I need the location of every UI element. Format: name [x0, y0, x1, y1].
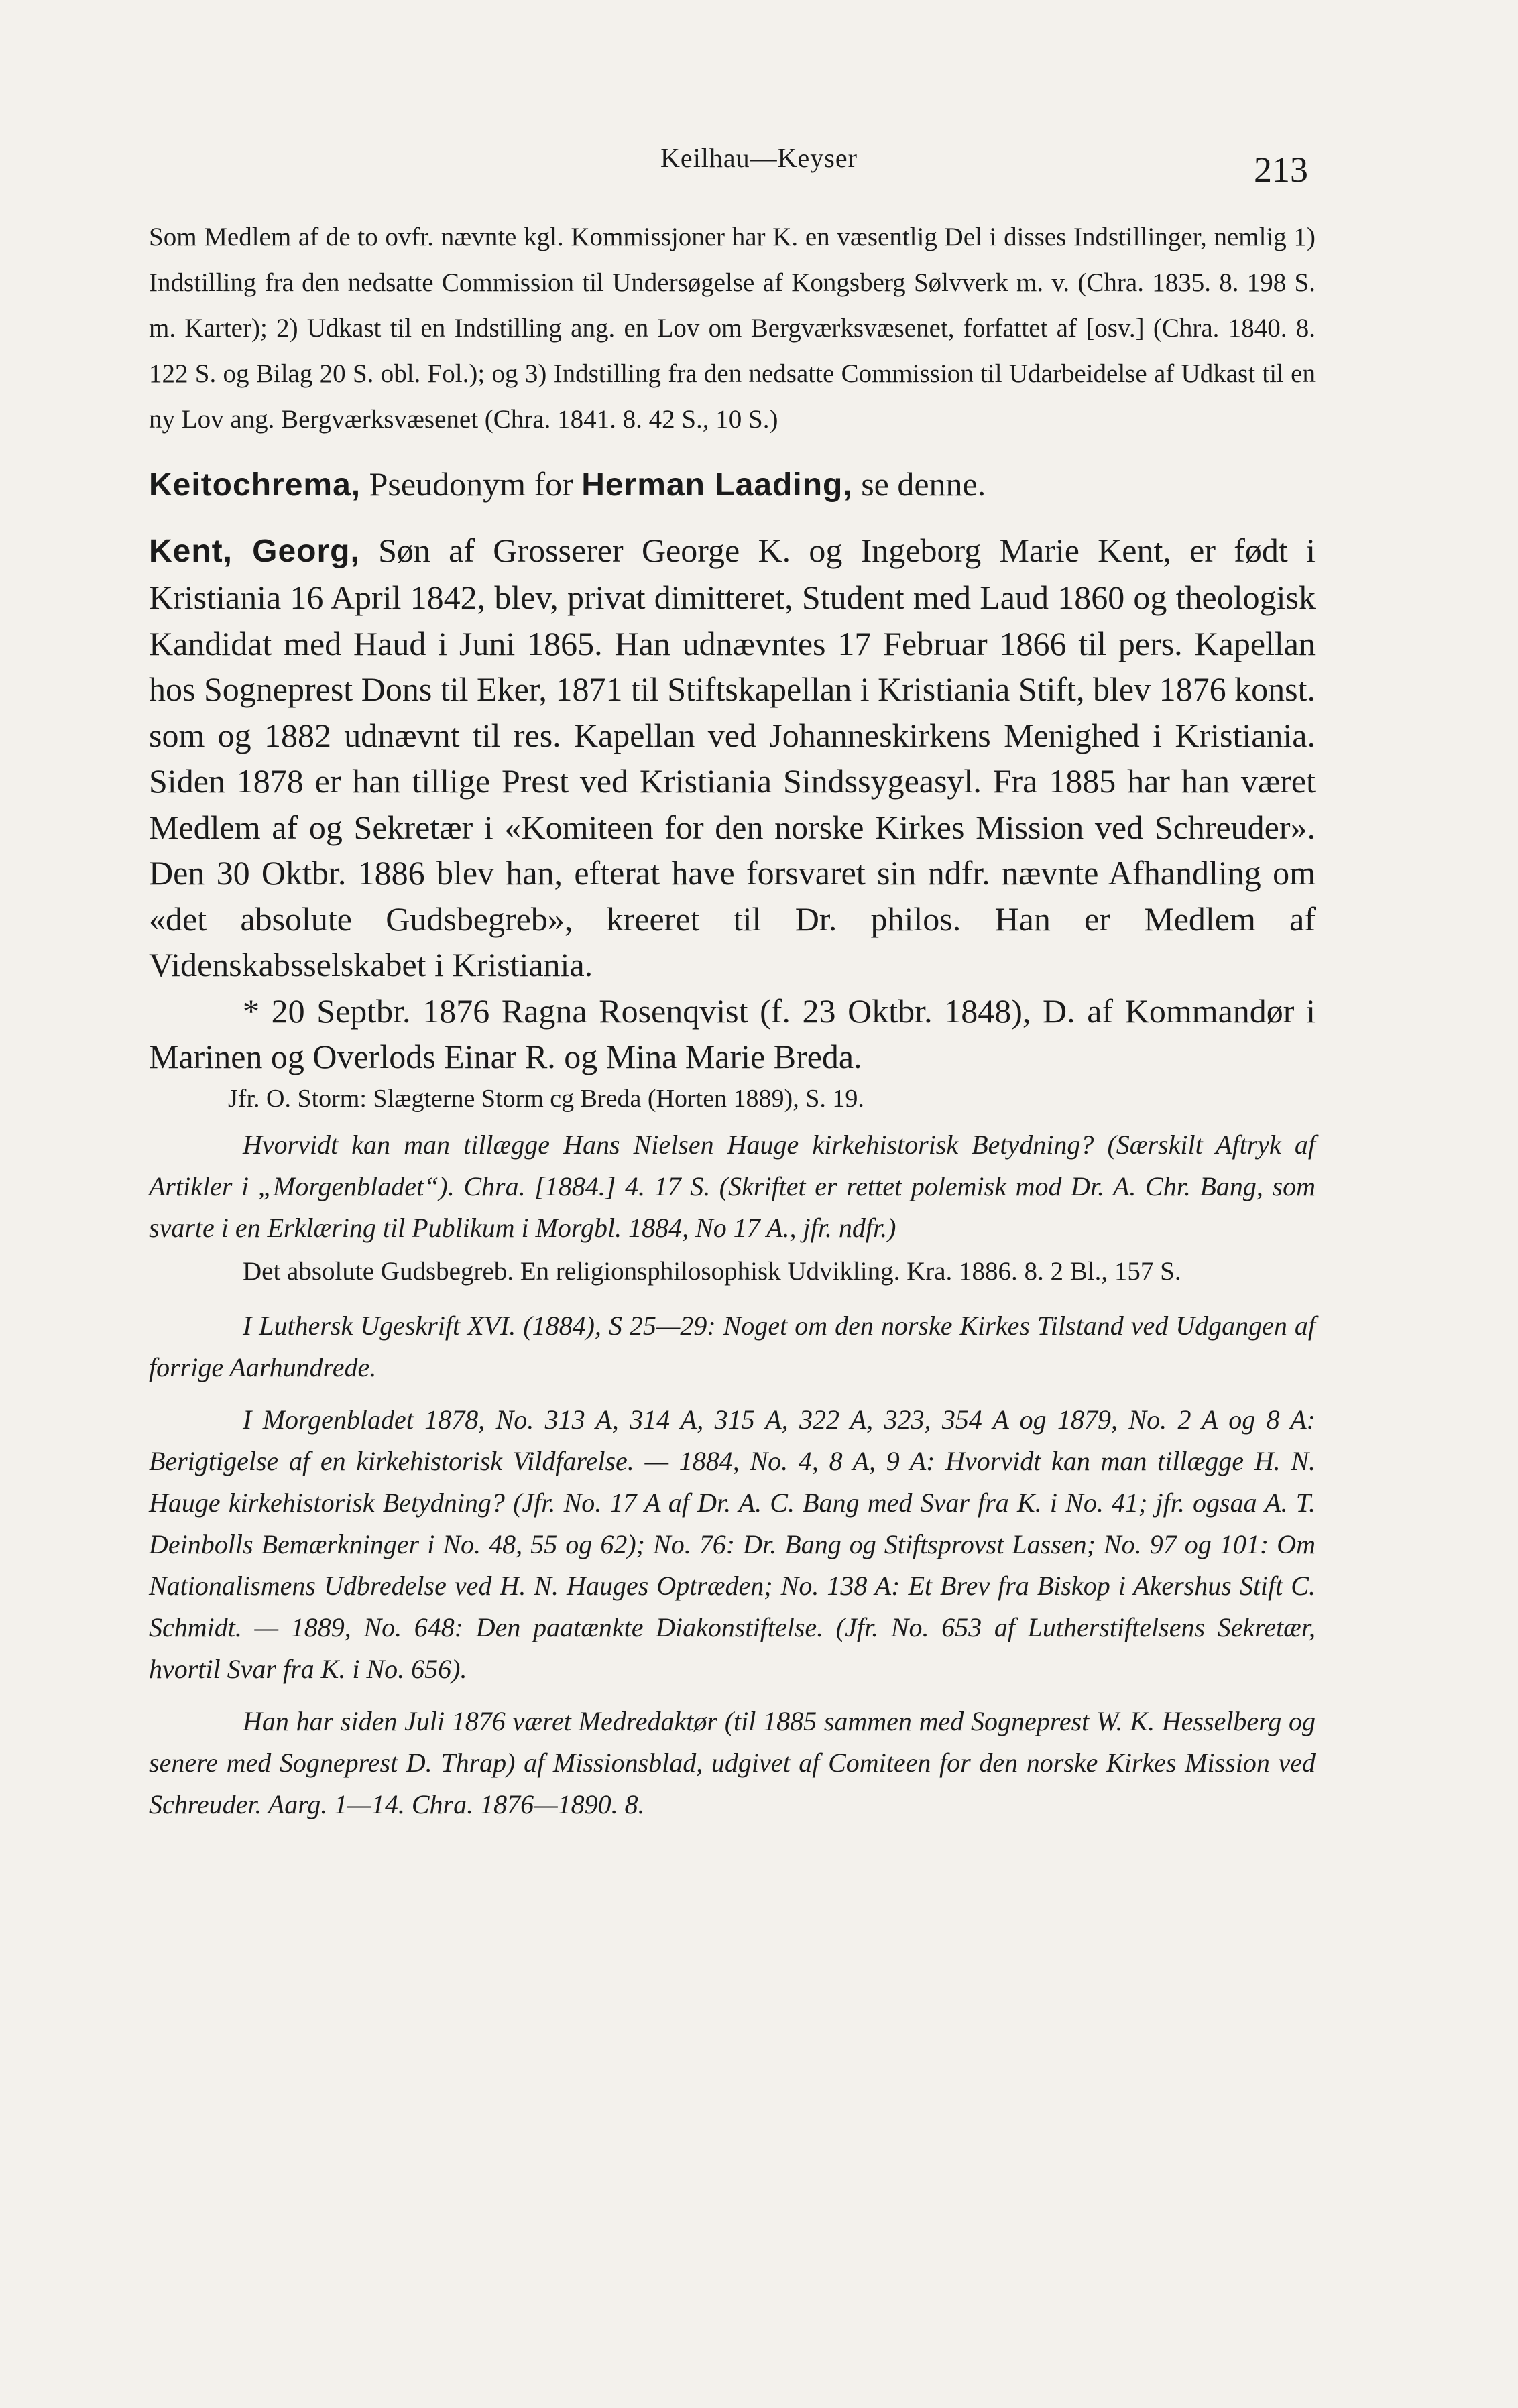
page-body — [149, 215, 1316, 1825]
keitochrema-ref: Herman Laading, — [581, 467, 853, 503]
work-luthersk-ugeskrift: I Luthersk Ugeskrift XVI. (1884), S 25—29: Noget om den norske Kirkes Tilstand ved Udgangen af forrige Aarhundrede. — [149, 1310, 1316, 1382]
kent-marriage: * 20 Septbr. 1876 Ragna Rosenqvist (f. 23 Oktbr. 1848), D. af Kommandør i Marinen og Overlods Einar R. og Mina Marie Breda. — [149, 991, 1316, 1075]
kent-source-note: Jfr. O. Storm: Slægterne Storm cg Breda (Horten 1889), S. 19. — [228, 1084, 864, 1113]
work-hauge: Hvorvidt kan man tillægge Hans Nielsen Hauge kirkehistorisk Betydning? (Særskilt Aftryk af Artikler i „Morgenbladet“). Chra. [1884.] 4. 17 S. (Skriftet er rettet polemisk mod Dr. A. Chr. Bang, som svarte i en Erklæring til Publikum i Morgbl. 1884, No 17 A., jfr. ndfr.) — [149, 1129, 1316, 1243]
page-number: 213 — [1254, 149, 1308, 190]
work-morgenbladet: I Morgenbladet 1878, No. 313 A, 314 A, 315 A, 322 A, 323, 354 A og 1879, No. 2 A og 8 A: Berigtigelse af en kirkehistorisk Vildfarelse. — 1884, No. 4, 8 A, 9 A: Hvorvidt kan man tillægge H. N. Hauge kirkehistorisk Betydning? (Jfr. No. 17 A af Dr. A. C. Bang med Svar fra K. i No. 41; jfr. ogsaa A. T. Deinbolls Bemærkninger i No. 48, 55 og 62); No. 76: Dr. Bang og Stiftsprovst Lassen; No. 97 og 101: Om Nationalismens Udbredelse ved H. N. Hauges Optræden; No. 138 A: Et Brev fra Biskop i Akershus Stift C. Schmidt. — 1889, No. 648: Den paatænkte Diakonstiftelse. (Jfr. No. 653 af Lutherstiftelsens Sekretær, hvortil Svar fra K. i No. 656). — [149, 1404, 1316, 1684]
entry-keitochrema — [149, 461, 1316, 509]
keitochrema-tail: se denne. — [852, 465, 986, 503]
work-gudsbegreb: Det absolute Gudsbegreb. En religionsphilosophisk Udvikling. Kra. 1886. 8. 2 Bl., 157 S. — [243, 1256, 1181, 1286]
work-missionsblad: Han har siden Juli 1876 været Medredaktør (til 1885 sammen med Sogneprest W. K. Hesselberg og senere med Sogneprest D. Thrap) af Missionsblad, udgivet af Comiteen for den norske Kirkes Mission ved Schreuder. Aarg. 1—14. Chra. 1876—1890. 8. — [149, 1705, 1316, 1819]
kent-biography: Søn af Grosserer George K. og Ingeborg Marie Kent, er født i Kristiania 16 April 1842, blev, privat dimitteret, Student med Laud 1860 og theologisk Kandidat med Haud i Juni 1865. Han udnævntes 17 Februar 1866 til pers. Kapellan hos Sogneprest Dons til Eker, 1871 til Stiftskapellan i Kristiania Stift, blev 1876 konst. som og 1882 udnævnt til res. Kapellan ved Johanneskirkens Menighed i Kristiania. Siden 1878 er han tillige Prest ved Kristiania Sindssygeasyl. Fra 1885 har han været Medlem af og Sekretær i «Komiteen for den norske Kirkes Mission ved Schreuder». Den 30 Oktbr. 1886 blev han, efterat have forsvaret sin ndfr. nævnte Afhandling om «det absolute Gudsbegreb», kreeret til Dr. philos. Han er Medlem af Videnskabsselskabet i Kristiania. — [149, 531, 1316, 983]
entry-kent — [149, 528, 1316, 988]
keitochrema-mid: Pseudonym for — [361, 465, 582, 503]
running-head: Keilhau—Keyser — [660, 143, 858, 173]
entry-name-keitochrema: Keitochrema, — [149, 467, 361, 503]
keilhau-commissions-paragraph: Som Medlem af de to ovfr. nævnte kgl. Kommissjoner har K. en væsentlig Del i disses Indstillinger, nemlig 1) Indstilling fra den nedsatte Commission til Undersøgelse af Kongsberg Sølvverk m. v. (Chra. 1835. 8. 198 S. m. Karter); 2) Udkast til en Indstilling ang. en Lov om Bergværksvæsenet, forfattet af [osv.] (Chra. 1840. 8. 122 S. og Bilag 20 S. obl. Fol.); og 3) Indstilling fra den nedsatte Commission til Udarbeidelse af Udkast til en ny Lov ang. Bergværksvæsenet (Chra. 1841. 8. 42 S., 10 S.) — [149, 223, 1316, 434]
entry-name-kent: Kent, Georg, — [149, 533, 360, 569]
